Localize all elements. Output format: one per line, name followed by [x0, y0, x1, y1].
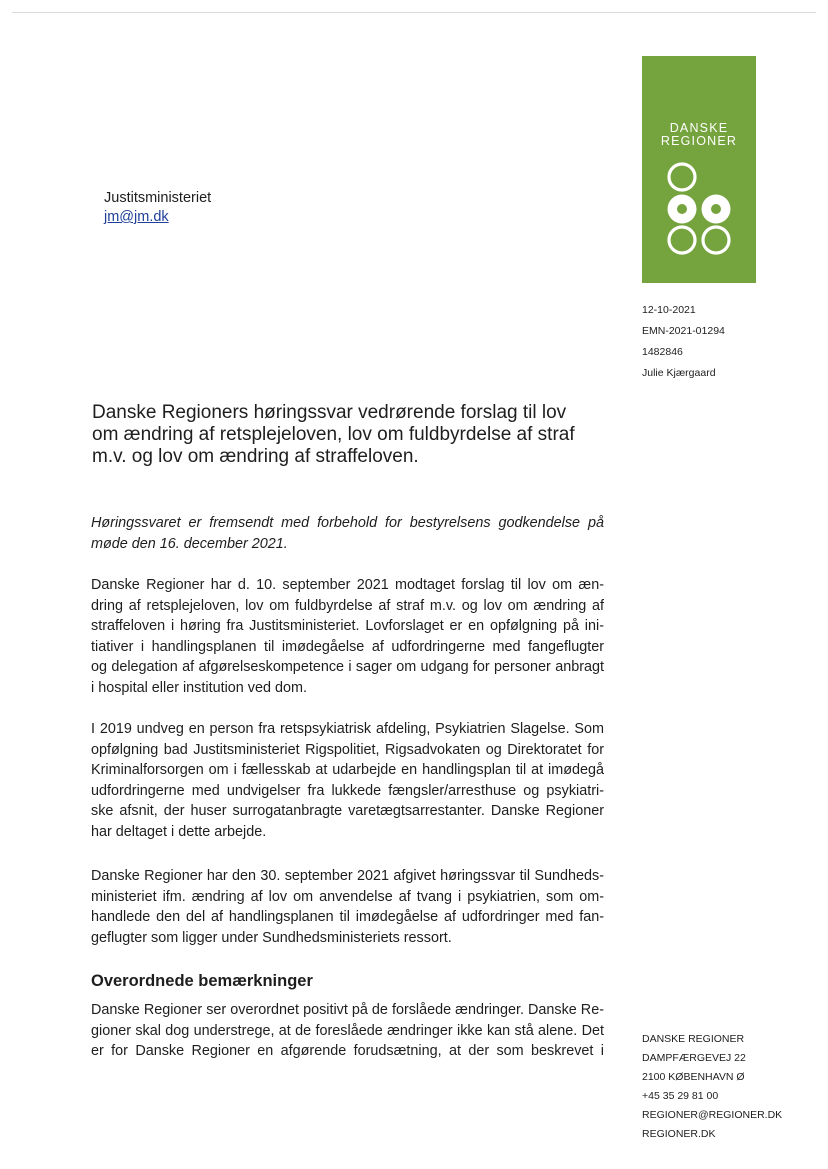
meta-case-number: EMN-2021-01294	[642, 325, 725, 337]
document-meta	[642, 300, 725, 384]
paragraph-line: i hospital eller institution ved dom.	[91, 679, 307, 696]
recipient-name: Justitsministeriet	[104, 190, 212, 206]
document-title: Danske Regioners høringssvar vedrørende forslag til lov om ændring af retsplejeloven, lov om fuldbyrdelse af straf m.v. og lov om ændring af straffeloven.	[92, 402, 575, 467]
note-line: Høringssvaret er fremsendt med forbehold for bestyrelsens godkendelse på	[91, 515, 604, 531]
paragraph-line: tiativer i handlingsplanen til imødegåelse af udfordringerne med fangeflugter	[91, 638, 604, 655]
reservation-note	[91, 513, 604, 554]
paragraph-line: gioner skal dog understrege, at de foreslåede ændringer ikke kan stå alene. Det	[91, 1022, 604, 1039]
paragraph-2	[91, 719, 604, 842]
meta-date: 12-10-2021	[642, 304, 696, 316]
paragraph-line: handlede den del af handlingsplanen til imødegåelse af udfordringer med fan-	[91, 909, 604, 925]
paragraph-line: ske afsnit, der huser surrogatanbragte varetægtsarrestanter. Danske Regioner	[91, 803, 604, 819]
recipient-block	[104, 189, 211, 227]
footer-phone: +45 35 29 81 00	[642, 1090, 719, 1102]
paragraph-4	[91, 1000, 604, 1062]
logo-line-2: REGIONER	[660, 134, 738, 148]
paragraph-line: udfordringerne med undvigelser fra lukkede fængsler/arresthuse og psykiatri-	[91, 782, 604, 799]
footer-street: DAMPFÆRGEVEJ 22	[642, 1052, 746, 1064]
footer-web-link[interactable]: REGIONER.DK	[642, 1128, 716, 1140]
paragraph-3	[91, 866, 604, 948]
paragraph-line: straffeloven i høring fra Justitsministeriet. Lovforslaget er en opfølgning på ini-	[91, 618, 604, 634]
paragraph-line: dring af retsplejeloven, lov om fuldbyrdelse af straf m.v. og lov om ændring af	[91, 597, 604, 614]
recipient-email-link[interactable]: jm@jm.dk	[104, 209, 169, 225]
paragraph-1	[91, 575, 604, 698]
note-line: møde den 16. december 2021.	[91, 535, 288, 552]
paragraph-line: er for Danske Regioner en afgørende forudsætning, at der som beskrevet i	[91, 1043, 604, 1059]
paragraph-line: ministeriet ifm. ændring af lov om anvendelse af tvang i psykiatrien, som om-	[91, 888, 604, 905]
paragraph-line: Danske Regioner ser overordnet positivt på de forslåede ændringer. Danske Re-	[91, 1002, 604, 1018]
paragraph-line: og delegation af afgørelseskompetence i sager om udgang for personer anbragt	[91, 659, 604, 675]
danske-regioner-logo	[642, 56, 756, 283]
meta-author: Julie Kjærgaard	[642, 367, 716, 379]
paragraph-line: geflugter som ligger under Sundhedsministeriets ressort.	[91, 929, 452, 946]
paragraph-line: Danske Regioner har den 30. september 2021 afgivet høringssvar til Sundheds-	[91, 868, 604, 884]
footer-city: 2100 KØBENHAVN Ø	[642, 1071, 745, 1083]
footer-email-link[interactable]: REGIONER@REGIONER.DK	[642, 1109, 783, 1121]
paragraph-line: har deltaget i dette arbejde.	[91, 823, 267, 840]
section-heading: Overordnede bemærkninger	[91, 972, 313, 990]
paragraph-line: Kriminalforsorgen om i fællesskab at udarbejde en handlingsplan til at imødegå	[91, 762, 604, 778]
paragraph-line: I 2019 undveg en person fra retspsykiatrisk afdeling, Psykiatrien Slagelse. Som	[91, 721, 604, 737]
sender-address	[642, 1030, 782, 1144]
footer-org: DANSKE REGIONER	[642, 1033, 745, 1045]
meta-doc-number: 1482846	[642, 346, 683, 358]
paragraph-line: opfølgning bad Justitsministeriet Rigspolitiet, Rigsadvokaten og Direktoratet for	[91, 741, 604, 758]
top-divider	[12, 12, 816, 13]
logo-circles-icon	[642, 56, 756, 283]
logo-line-1: DANSKE	[669, 121, 729, 135]
paragraph-line: Danske Regioner har d. 10. september 2021 modtaget forslag til lov om æn-	[91, 577, 604, 593]
